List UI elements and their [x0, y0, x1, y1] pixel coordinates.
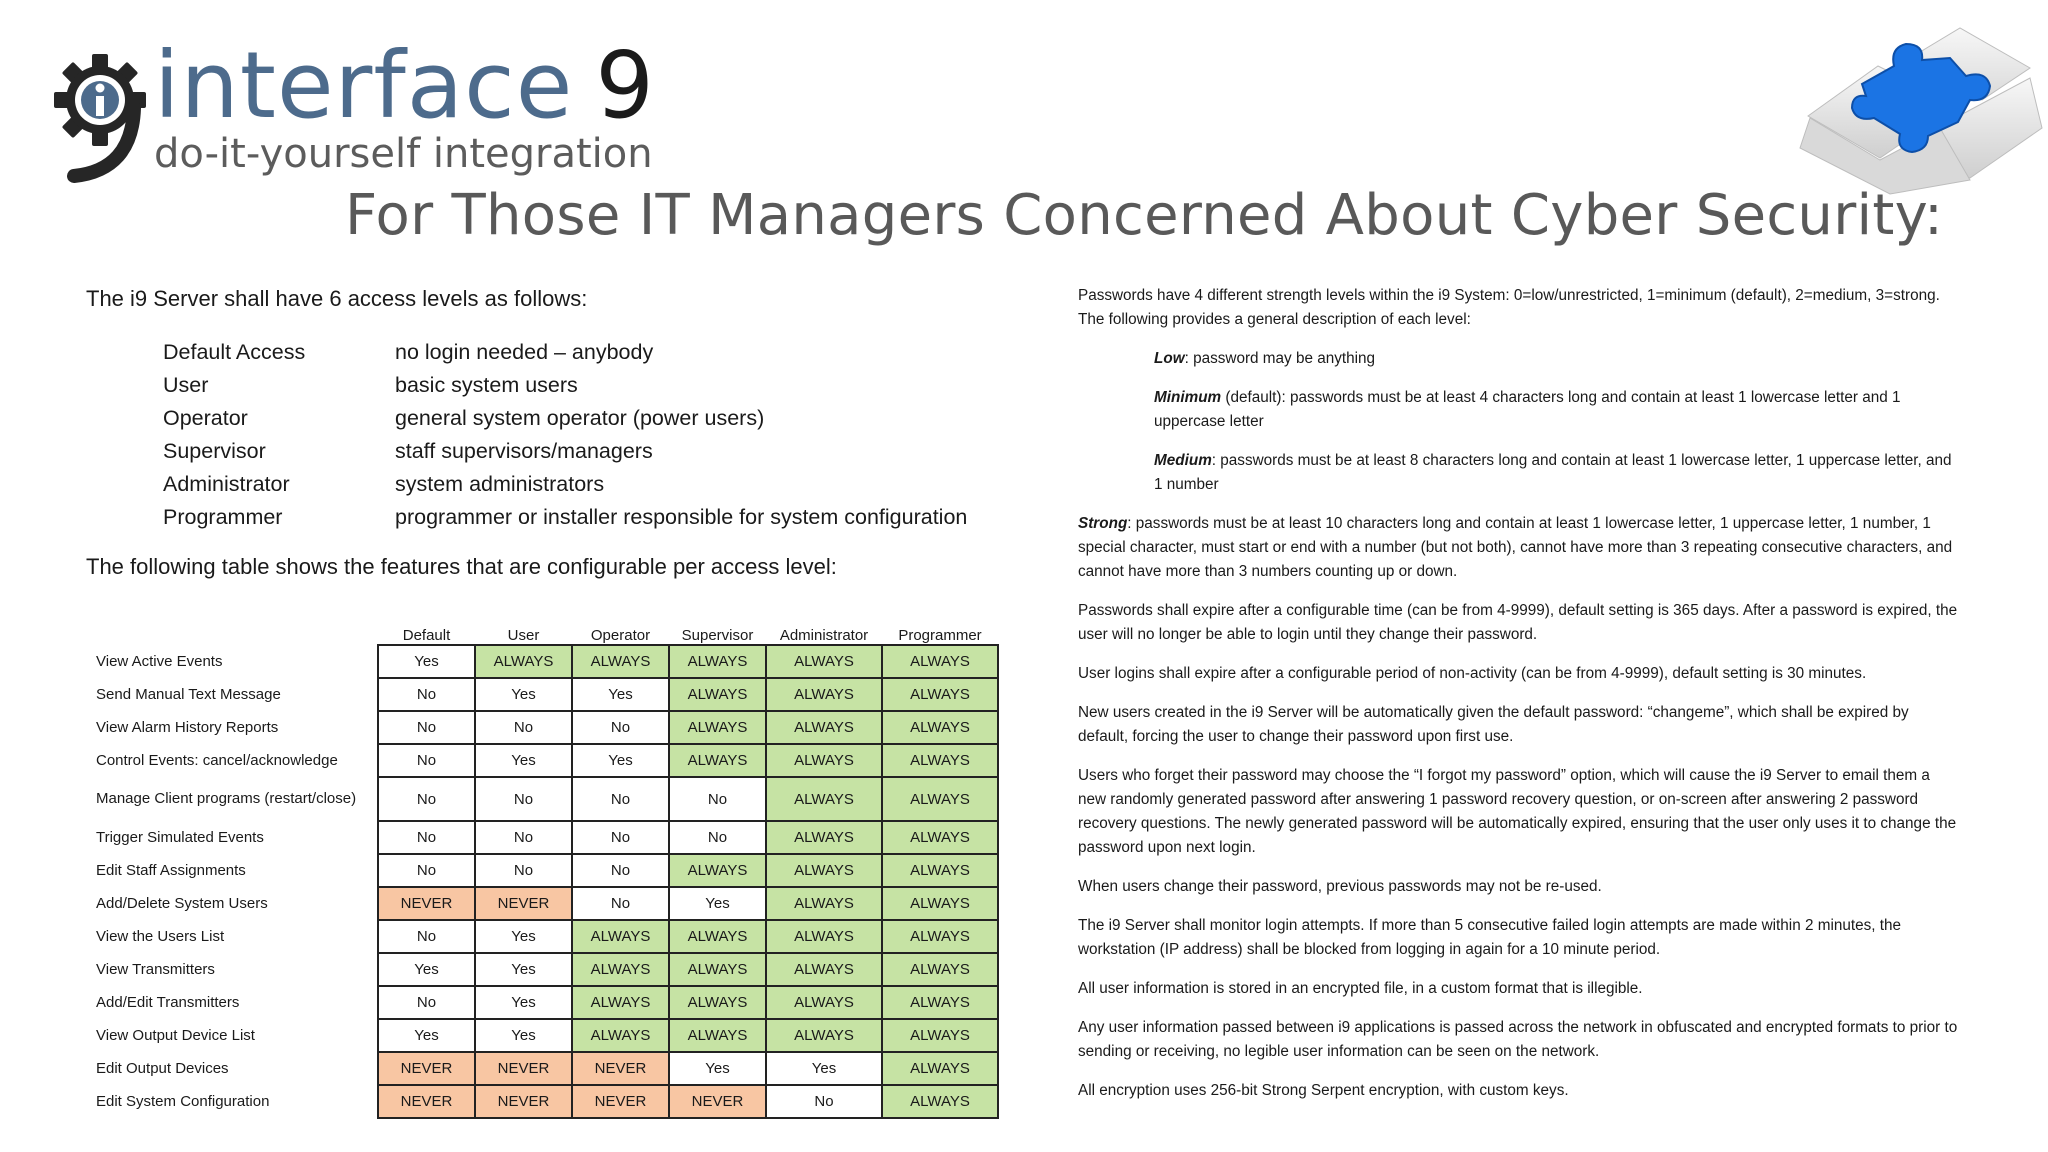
medium-level-desc: Medium: passwords must be at least 8 characters long and contain at least 1 lowercase letter, 1 uppercase letter, and 1 number: [1154, 452, 1952, 493]
new-users-text: New users created in the i9 Server will be automatically given the default password: “changeme”, which shall be expired by default, forcing the user to change their password upon first use.: [1078, 704, 1909, 745]
permission-cell: ALWAYS: [766, 887, 882, 920]
permission-cell: Yes: [475, 1019, 572, 1052]
level-name: User: [163, 373, 209, 397]
permission-cell: ALWAYS: [882, 854, 998, 887]
strong-level-desc: Strong: passwords must be at least 10 characters long and contain at least 1 lowercase letter, 1 uppercase letter, 1 number, 1 special character, must start or end with a number (but not both), cannot have more than 3 repeating consecutive characters, and cannot have more than 3 numbers counting up or down.: [1078, 515, 1953, 580]
permission-cell: ALWAYS: [882, 711, 998, 744]
feature-name: Add/Delete System Users: [96, 894, 268, 912]
level-desc: no login needed – anybody: [395, 340, 654, 364]
permission-cell: No: [378, 854, 475, 887]
permission-cell: No: [572, 887, 669, 920]
permission-cell: ALWAYS: [572, 645, 669, 678]
storage-text: All user information is stored in an encrypted file, in a custom format that is illegible.: [1078, 980, 1643, 997]
permission-cell: ALWAYS: [766, 986, 882, 1019]
table-row: [88, 711, 998, 744]
table-row: [88, 920, 998, 953]
permission-cell: ALWAYS: [669, 711, 766, 744]
table-row: [88, 678, 998, 711]
permission-cell: Yes: [475, 920, 572, 953]
permission-cell: NEVER: [475, 1085, 572, 1118]
level-name: Programmer: [163, 505, 283, 529]
permission-cell: ALWAYS: [669, 854, 766, 887]
feature-name: Add/Edit Transmitters: [96, 993, 240, 1011]
permission-cell: No: [378, 678, 475, 711]
table-row: [88, 1085, 998, 1118]
gear-i-logo-icon: [52, 52, 148, 184]
password-policy-section: [1078, 284, 1958, 1118]
level-name: Default Access: [163, 340, 306, 364]
permission-cell: Yes: [378, 953, 475, 986]
header-spacer: [88, 622, 378, 645]
logo-tagline: do-it-yourself integration: [154, 131, 653, 177]
permission-cell: ALWAYS: [766, 645, 882, 678]
permission-cell: Yes: [669, 887, 766, 920]
feature-name: Edit Output Devices: [96, 1059, 229, 1077]
permission-cell: NEVER: [669, 1085, 766, 1118]
level-name: Operator: [163, 406, 248, 430]
permission-cell: ALWAYS: [669, 678, 766, 711]
permission-cell: ALWAYS: [882, 744, 998, 777]
permission-cell: NEVER: [475, 887, 572, 920]
table-row: [88, 953, 998, 986]
permission-cell: ALWAYS: [882, 821, 998, 854]
level-name: Supervisor: [163, 439, 266, 463]
permission-cell: Yes: [475, 678, 572, 711]
permission-cell: No: [475, 711, 572, 744]
permission-cell: ALWAYS: [766, 711, 882, 744]
permission-cell: ALWAYS: [766, 953, 882, 986]
permission-cell: ALWAYS: [766, 821, 882, 854]
permission-cell: NEVER: [572, 1052, 669, 1085]
login-monitor-text: The i9 Server shall monitor login attempts. If more than 5 consecutive failed login attempts are made within 2 minutes, the workstation (IP address) shall be blocked from logging in again for a 10 minute period.: [1078, 917, 1902, 958]
level-row: [163, 336, 1016, 369]
table-row: [88, 777, 998, 821]
permission-cell: No: [378, 920, 475, 953]
permission-cell: ALWAYS: [882, 1085, 998, 1118]
permission-cell: ALWAYS: [882, 953, 998, 986]
column-header: Operator: [590, 627, 651, 644]
password-expire-text: Passwords shall expire after a configurable time (can be from 4-9999), default setting is 365 days. After a password is expired, the user will no longer be able to login until they change their password.: [1078, 602, 1958, 643]
permission-cell: No: [669, 821, 766, 854]
feature-name: Edit Staff Assignments: [96, 861, 246, 879]
table-row: [88, 645, 998, 678]
permission-cell: No: [378, 744, 475, 777]
feature-name: View Transmitters: [96, 960, 215, 978]
permission-cell: Yes: [475, 953, 572, 986]
permission-cell: NEVER: [475, 1052, 572, 1085]
permission-cell: ALWAYS: [669, 986, 766, 1019]
forgot-password-text: Users who forget their password may choose the “I forgot my password” option, which will cause the i9 Server to email them a new randomly generated password after answering 1 password recovery question, or on-screen after answering 2 password recovery questions. The newly generated password will be automatically expired, ensuring that the user only uses it to change the password upon next login.: [1078, 767, 1957, 856]
interface9-logo: [52, 32, 672, 186]
permission-cell: ALWAYS: [766, 744, 882, 777]
level-desc: basic system users: [395, 373, 578, 397]
permission-cell: No: [475, 854, 572, 887]
permission-cell: ALWAYS: [572, 953, 669, 986]
feature-name: View Output Device List: [96, 1026, 255, 1044]
minimum-level-desc: Minimum (default): passwords must be at least 4 characters long and contain at least 1 lowercase letter and 1 uppercase letter: [1154, 389, 1901, 430]
permission-cell: NEVER: [572, 1085, 669, 1118]
feature-name: Trigger Simulated Events: [96, 828, 264, 846]
permission-cell: ALWAYS: [766, 777, 882, 821]
table-row: [88, 887, 998, 920]
permission-cell: ALWAYS: [572, 986, 669, 1019]
table-row: [88, 821, 998, 854]
permission-cell: ALWAYS: [669, 920, 766, 953]
table-row: [88, 744, 998, 777]
permission-cell: Yes: [766, 1052, 882, 1085]
permission-cell: Yes: [572, 744, 669, 777]
permission-cell: No: [475, 821, 572, 854]
permission-cell: ALWAYS: [882, 887, 998, 920]
permission-cell: ALWAYS: [766, 854, 882, 887]
permission-cell: Yes: [475, 986, 572, 1019]
permission-cell: ALWAYS: [882, 920, 998, 953]
level-row: [163, 402, 1016, 435]
minimum-label: Minimum: [1154, 389, 1222, 406]
permission-cell: Yes: [475, 744, 572, 777]
permission-cell: No: [572, 821, 669, 854]
permission-cell: ALWAYS: [882, 678, 998, 711]
column-header: Default: [402, 627, 451, 644]
logo-name-text: interface: [154, 32, 574, 139]
permission-cell: ALWAYS: [669, 744, 766, 777]
level-row: [163, 501, 1016, 534]
puzzle-pieces-icon: [1790, 18, 2045, 198]
table-row: [88, 1019, 998, 1052]
access-levels-section: [86, 288, 1016, 578]
strong-label: Strong: [1078, 515, 1128, 532]
low-label: Low: [1154, 350, 1185, 367]
table-row: [88, 854, 998, 887]
column-header: User: [507, 627, 540, 644]
permission-cell: No: [378, 711, 475, 744]
low-level-desc: Low: password may be anything: [1154, 350, 1376, 367]
permission-cell: Yes: [378, 1019, 475, 1052]
permission-cell: ALWAYS: [882, 986, 998, 1019]
permission-cell: ALWAYS: [882, 1019, 998, 1052]
level-row: [163, 369, 1016, 402]
level-desc: general system operator (power users): [395, 406, 765, 430]
permission-cell: No: [378, 821, 475, 854]
feature-name: Manage Client programs (restart/close): [96, 790, 357, 807]
permission-cell: No: [378, 777, 475, 821]
permission-cell: No: [475, 777, 572, 821]
table-row: [88, 986, 998, 1019]
permission-cell: Yes: [669, 1052, 766, 1085]
permission-cell: ALWAYS: [669, 1019, 766, 1052]
access-levels-list: [163, 336, 1016, 534]
table-header-row: [88, 622, 998, 645]
permission-cell: ALWAYS: [572, 920, 669, 953]
medium-label: Medium: [1154, 452, 1212, 469]
table-row: [88, 1052, 998, 1085]
table-intro: The following table shows the features that are configurable per access level:: [86, 554, 837, 579]
permission-cell: No: [572, 711, 669, 744]
column-header: Supervisor: [681, 627, 754, 644]
permission-cell: ALWAYS: [882, 777, 998, 821]
permission-cell: ALWAYS: [572, 1019, 669, 1052]
feature-name: Send Manual Text Message: [96, 685, 281, 703]
permissions-table-body: [88, 645, 998, 1118]
level-row: [163, 468, 1016, 501]
page-title: For Those IT Managers Concerned About Cyber Security:: [345, 183, 1944, 248]
permission-cell: ALWAYS: [669, 645, 766, 678]
feature-name: Control Events: cancel/acknowledge: [96, 751, 338, 769]
level-row: [163, 435, 1016, 468]
logo-number: 9: [595, 32, 655, 139]
level-desc: system administrators: [395, 472, 605, 496]
column-header: Administrator: [779, 627, 869, 644]
permission-cell: ALWAYS: [475, 645, 572, 678]
permission-cell: NEVER: [378, 1052, 475, 1085]
permission-cell: No: [766, 1085, 882, 1118]
level-name: Administrator: [163, 472, 290, 496]
permission-cell: No: [378, 986, 475, 1019]
level-desc: programmer or installer responsible for system configuration: [395, 505, 968, 529]
permission-cell: ALWAYS: [882, 1052, 998, 1085]
permission-cell: ALWAYS: [766, 920, 882, 953]
access-levels-intro: The i9 Server shall have 6 access levels as follows:: [86, 286, 588, 311]
permission-cell: ALWAYS: [766, 1019, 882, 1052]
permission-cell: Yes: [572, 678, 669, 711]
network-text: Any user information passed between i9 applications is passed across the network in obfuscated and encrypted formats to prior to sending or receiving, no legible user information can be seen on the network.: [1078, 1019, 1958, 1060]
login-expire-text: User logins shall expire after a configurable period of non-activity (can be from 4-9999), default setting is 30 minutes.: [1078, 665, 1867, 682]
permission-cell: ALWAYS: [669, 953, 766, 986]
encryption-text: All encryption uses 256-bit Strong Serpent encryption, with custom keys.: [1078, 1082, 1569, 1099]
column-header: Programmer: [898, 627, 982, 644]
feature-name: View Active Events: [96, 652, 223, 670]
level-desc: staff supervisors/managers: [395, 439, 653, 463]
permission-cell: NEVER: [378, 887, 475, 920]
feature-name: View the Users List: [96, 927, 225, 945]
password-reuse-text: When users change their password, previous passwords may not be re-used.: [1078, 878, 1602, 895]
password-intro: Passwords have 4 different strength levels within the i9 System: 0=low/unrestricted, 1=minimum (default), 2=medium, 3=strong. The following provides a general description of each level:: [1078, 287, 1940, 328]
permission-cell: ALWAYS: [766, 678, 882, 711]
permission-cell: ALWAYS: [882, 645, 998, 678]
permission-cell: NEVER: [378, 1085, 475, 1118]
feature-name: View Alarm History Reports: [96, 718, 279, 736]
permissions-table: [88, 622, 999, 1119]
feature-name: Edit System Configuration: [96, 1092, 270, 1110]
permission-cell: No: [669, 777, 766, 821]
permission-cell: No: [572, 777, 669, 821]
permission-cell: Yes: [378, 645, 475, 678]
permission-cell: No: [572, 854, 669, 887]
